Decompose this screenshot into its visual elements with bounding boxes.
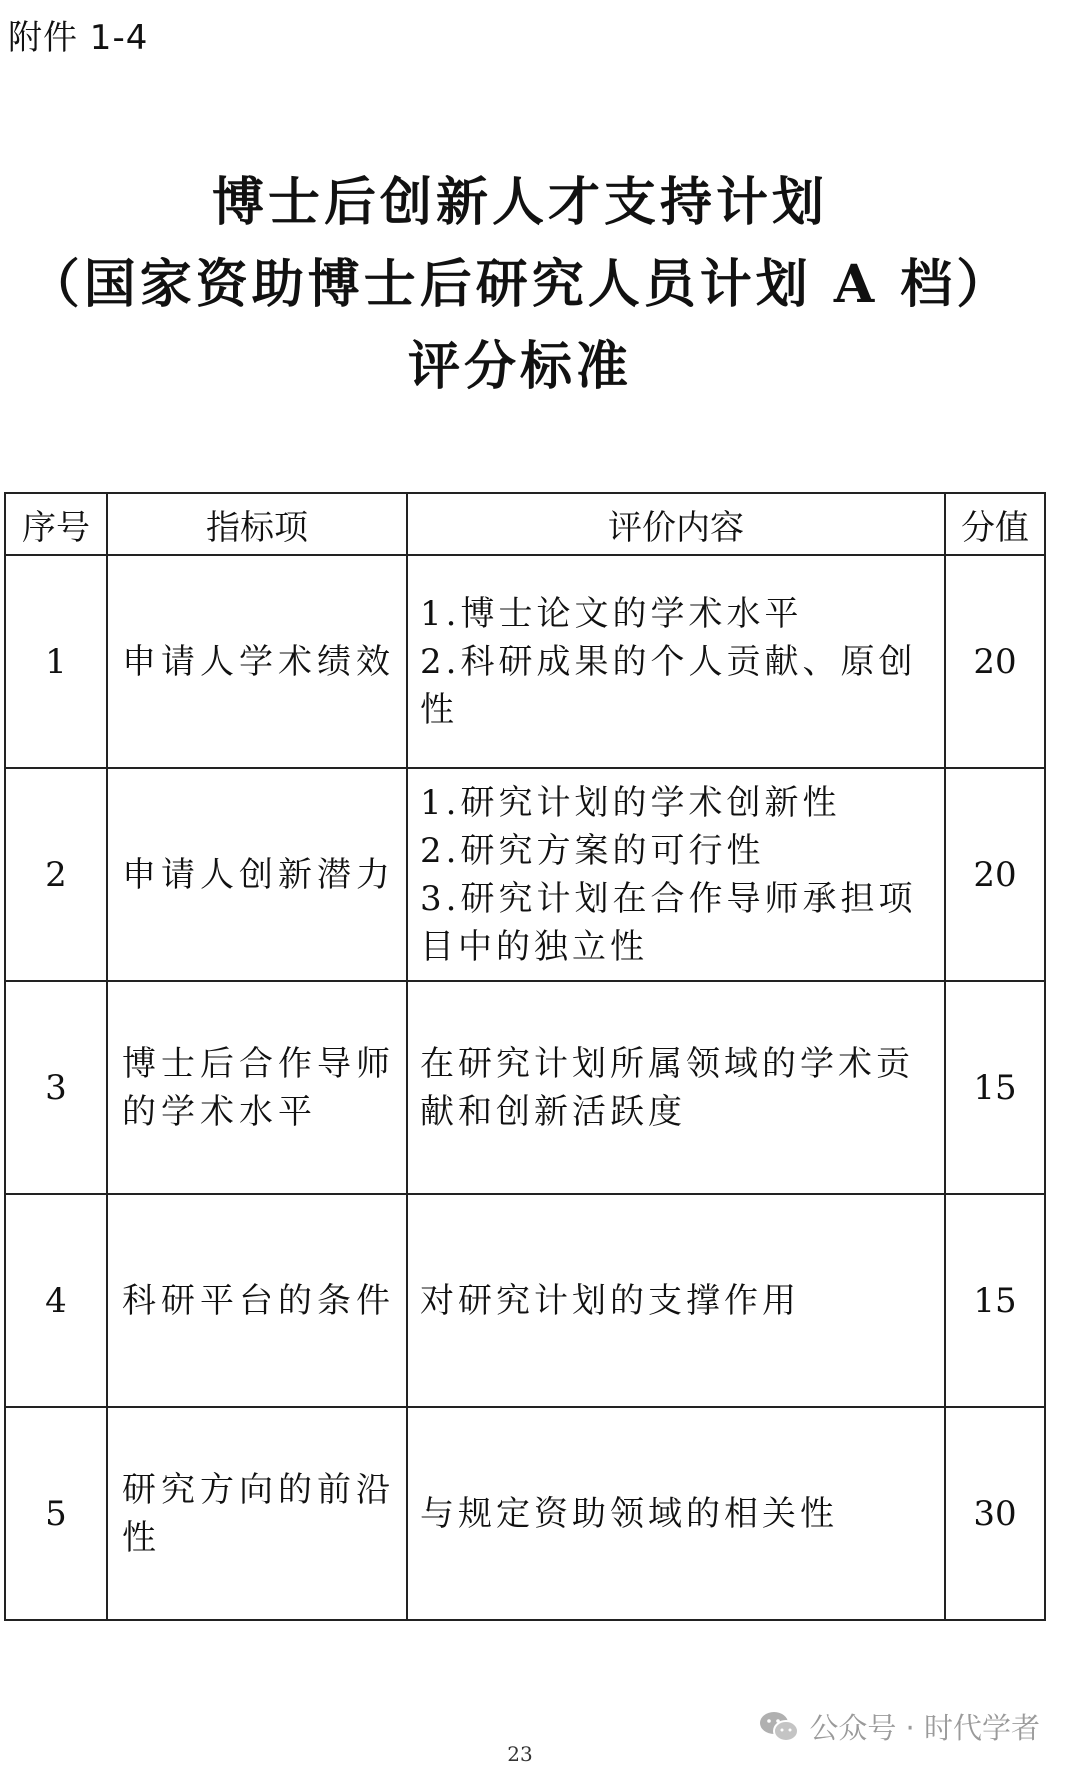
title-line-2: （国家资助博士后研究人员计划 A 档） [27,254,1013,315]
content-line: 对研究计划的支撑作用 [420,1280,800,1321]
row-no: 4 [5,1194,107,1407]
row-score: 20 [945,768,1045,981]
header-indicator: 指标项 [107,493,407,555]
header-score: 分值 [945,493,1045,555]
content-line: 3.研究计划在合作导师承担项目中的独立性 [420,878,917,967]
content-line: 与规定资助领域的相关性 [420,1493,838,1534]
table-row [5,1194,1045,1407]
document-title [0,162,1040,408]
header-content: 评价内容 [407,493,945,555]
header-no: 序号 [5,493,107,555]
row-no: 5 [5,1407,107,1620]
page-number: 23 [507,1742,533,1766]
row-score: 15 [945,981,1045,1194]
wechat-icon [759,1710,799,1744]
row-no: 3 [5,981,107,1194]
table-row [5,555,1045,768]
table-row [5,768,1045,981]
row-indicator: 研究方向的前沿性 [107,1407,407,1620]
title-line-1: 博士后创新人才支持计划 [211,172,828,233]
row-indicator: 科研平台的条件 [107,1194,407,1407]
row-score: 15 [945,1194,1045,1407]
attachment-label: 附件 1-4 [8,18,149,58]
row-content [407,555,945,768]
row-score: 20 [945,555,1045,768]
row-no: 1 [5,555,107,768]
row-indicator: 博士后合作导师的学术水平 [107,981,407,1194]
row-no: 2 [5,768,107,981]
content-line: 1.研究计划的学术创新性 [420,782,841,823]
table-row [5,981,1045,1194]
row-content [407,1407,945,1620]
content-line: 2.科研成果的个人贡献、原创性 [420,641,917,730]
table-header-row [5,493,1045,555]
watermark [759,1706,1040,1747]
watermark-text: 公众号 · 时代学者 [809,1711,1040,1745]
row-content [407,1194,945,1407]
table-row [5,1407,1045,1620]
content-line: 在研究计划所属领域的学术贡献和创新活跃度 [420,1043,914,1132]
scoring-table [4,492,1046,1621]
row-indicator: 申请人学术绩效 [107,555,407,768]
row-indicator: 申请人创新潜力 [107,768,407,981]
title-line-3: 评分标准 [407,336,632,397]
row-content [407,981,945,1194]
content-line: 1.博士论文的学术水平 [420,593,803,634]
row-content [407,768,945,981]
content-line: 2.研究方案的可行性 [420,830,765,871]
row-score: 30 [945,1407,1045,1620]
